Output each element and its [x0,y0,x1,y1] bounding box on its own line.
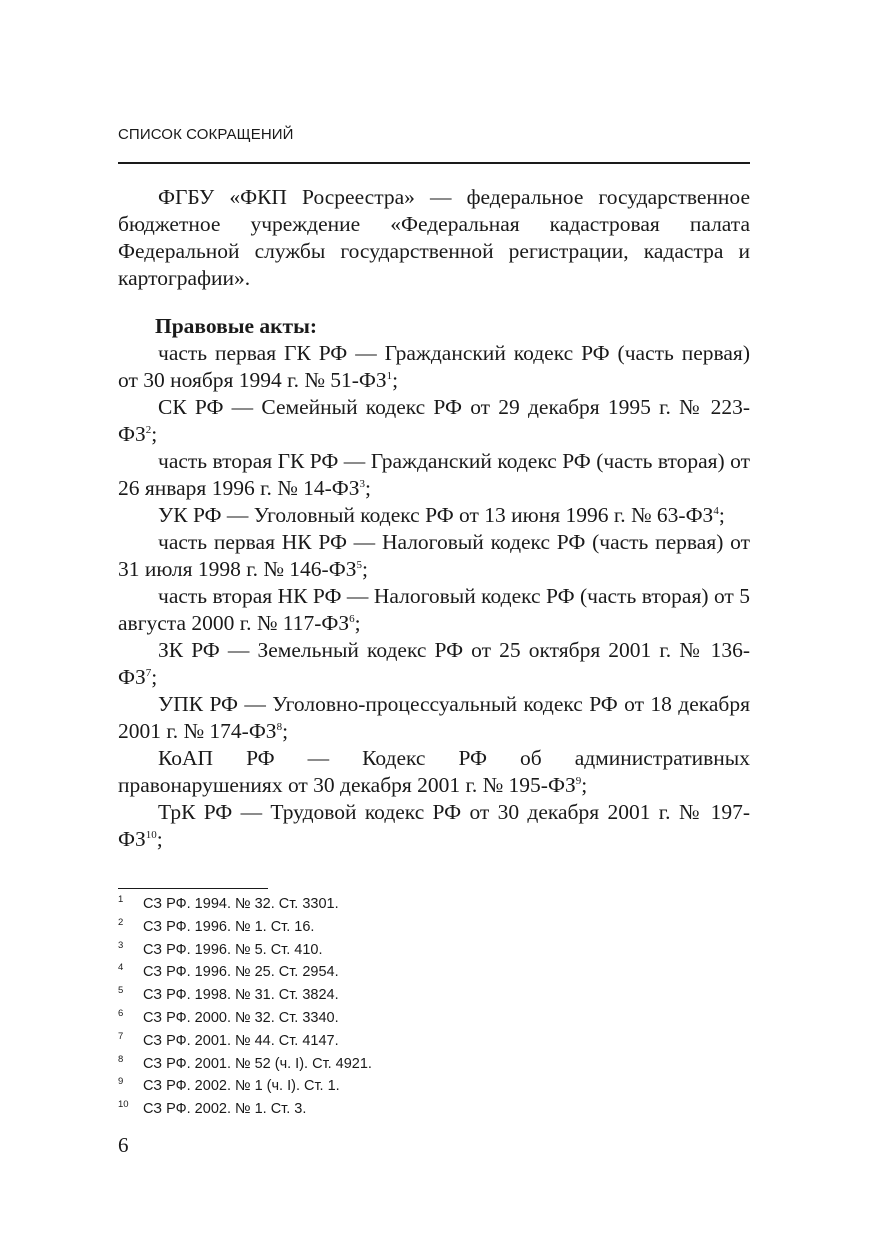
act-text: часть вторая ГК РФ — Гражданский кодекс РФ (часть вторая) от 26 января 1996 г. № 14-ФЗ [118,449,750,500]
act-text: УПК РФ — Уголовно-процессуальный кодекс РФ от 18 декабря 2001 г. № 174-ФЗ [118,692,750,743]
act-terminator: ; [365,476,372,500]
act-terminator: ; [718,503,725,527]
act-entry [118,340,750,394]
act-text: ЗК РФ — Земельный кодекс РФ от 25 октября 2001 г. № 136-ФЗ [118,638,750,689]
act-text: ТрК РФ — Трудовой кодекс РФ от 30 декабря 2001 г. № 197-ФЗ [118,800,750,851]
act-text: КоАП РФ — Кодекс РФ об административных правонарушениях от 30 декабря 2001 г. № 195-ФЗ [118,746,750,797]
footnote [118,939,750,962]
footnote-text: СЗ РФ. 2001. № 52 (ч. I). Ст. 4921. [143,1055,372,1072]
footnote [118,1030,750,1053]
footnote-number: 2 [118,916,124,928]
footnote-text: СЗ РФ. 2001. № 44. Ст. 4147. [143,1032,339,1049]
footnote [118,1007,750,1030]
footnote-number: 5 [118,985,124,997]
footnote-reference[interactable]: 7 [145,666,152,679]
body-text [118,184,750,853]
footnote [118,984,750,1007]
footnote-reference[interactable]: 9 [575,774,582,787]
act-entry [118,502,750,529]
footnote-number: 1 [118,894,124,905]
act-terminator: ; [156,827,163,851]
footnote-separator [118,888,268,889]
footnote [118,1075,750,1098]
act-entry [118,583,750,637]
footnote-number: 8 [118,1053,124,1065]
footnote [118,1098,750,1121]
footnote-text: СЗ РФ. 1996. № 25. Ст. 2954. [143,964,339,981]
footnote-number: 7 [118,1030,124,1042]
footnote-reference[interactable]: 6 [349,612,355,625]
footnote-text: СЗ РФ. 2000. № 32. Ст. 3340. [143,1009,339,1026]
footnote-reference[interactable]: 10 [145,828,157,841]
footnote-text: СЗ РФ. 2002. № 1 (ч. I). Ст. 1. [143,1078,340,1095]
act-entry [118,448,750,502]
section-heading: Правовые акты: [155,314,318,338]
footnote-number: 6 [118,1007,124,1019]
running-head: СПИСОК СОКРАЩЕНИЙ [118,126,294,143]
footnote-reference[interactable]: 1 [386,369,393,382]
act-terminator: ; [354,611,361,635]
act-terminator: ; [581,773,588,797]
footnote [118,893,750,916]
act-terminator: ; [151,422,158,446]
footnote-reference[interactable]: 3 [359,477,366,490]
footnote [118,916,750,939]
footnote [118,961,750,984]
footnote-number: 9 [118,1076,124,1088]
footnote-text: СЗ РФ. 2002. № 1. Ст. 3. [143,1101,307,1118]
footnote-number: 3 [118,939,124,951]
act-text: часть вторая НК РФ — Налоговый кодекс РФ (часть вторая) от 5 августа 2000 г. № 117-ФЗ [118,584,750,635]
footnote-text: СЗ РФ. 1996. № 5. Ст. 410. [143,941,323,958]
footnote-number: 10 [118,1099,129,1111]
footnote-reference[interactable]: 4 [713,504,719,517]
act-text: часть первая НК РФ — Налоговый кодекс РФ (часть первая) от 31 июля 1998 г. № 146-ФЗ [118,530,750,581]
act-entry [118,637,750,691]
footnote-reference[interactable]: 5 [356,558,362,571]
footnote-text: СЗ РФ. 1996. № 1. Ст. 16. [143,918,315,935]
intro-paragraph: ФГБУ «ФКП Росреестра» — федеральное государственное бюджетное учреждение «Федеральная кадастровая палата Федеральной службы государственной регистрации, кадастра и картографии». [118,185,750,290]
act-text: СК РФ — Семейный кодекс РФ от 29 декабря 1995 г. № 223-ФЗ [118,395,750,446]
act-terminator: ; [151,665,158,689]
act-text: УК РФ — Уголовный кодекс РФ от 13 июня 1996 г. № 63-ФЗ [158,503,714,527]
act-entry [118,799,750,853]
act-terminator: ; [361,557,368,581]
act-entry [118,691,750,745]
footnote-number: 4 [118,962,124,974]
header-rule [118,162,750,164]
act-terminator: ; [392,368,399,392]
footnote-reference[interactable]: 2 [145,423,152,436]
act-entry [118,394,750,448]
footnote-reference[interactable]: 8 [276,720,283,733]
act-entry [118,745,750,799]
page-number: 6 [118,1133,129,1157]
act-terminator: ; [282,719,289,743]
act-entry [118,529,750,583]
footnote [118,1053,750,1076]
footnotes [118,893,750,1121]
act-text: часть первая ГК РФ — Гражданский кодекс РФ (часть первая) от 30 ноября 1994 г. № 51-ФЗ [118,341,750,392]
footnote-text: СЗ РФ. 1998. № 31. Ст. 3824. [143,987,339,1004]
footnote-text: СЗ РФ. 1994. № 32. Ст. 3301. [143,896,339,912]
